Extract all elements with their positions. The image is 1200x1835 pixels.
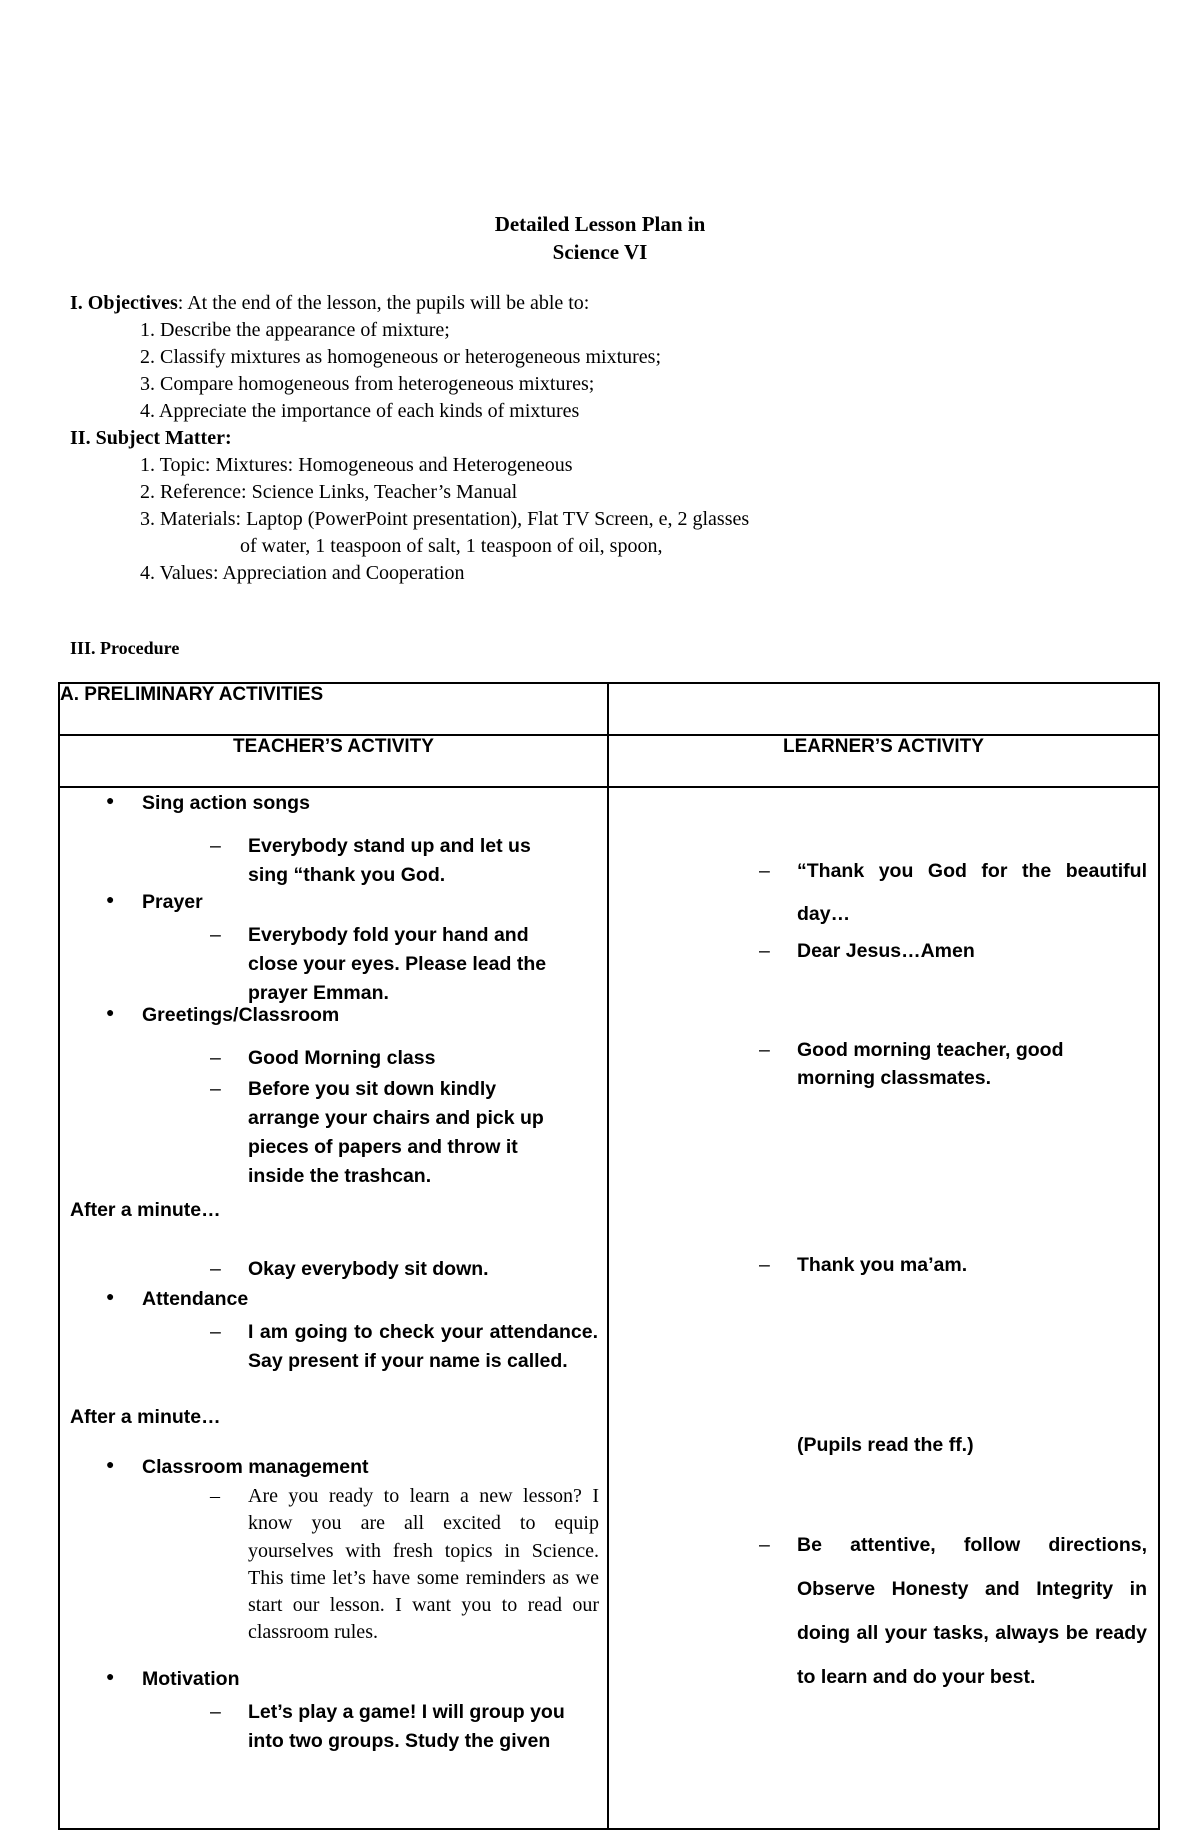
objectives-intro: : At the end of the lesson, the pupils will be able to: <box>177 292 590 314</box>
learner-read-note: (Pupils read the ff.) <box>797 1434 974 1456</box>
subject-item-values: 4. Values: Appreciation and Cooperation <box>140 562 465 584</box>
document-title-line2: Science VI <box>552 240 648 264</box>
objective-item: 2. Classify mixtures as homogeneous or heterogeneous mixtures; <box>140 346 662 368</box>
subject-matter-heading: II. Subject Matter: <box>70 427 232 449</box>
learner-activity-cell <box>608 787 1159 1829</box>
subject-item-materials: 3. Materials: Laptop (PowerPoint presentation), Flat TV Screen, e, 2 glasses <box>140 508 750 530</box>
subject-item-reference: 2. Reference: Science Links, Teacher’s Manual <box>140 481 518 503</box>
learner-prayer-response: – Dear Jesus…Amen <box>759 940 975 962</box>
classroom-management-instruction: – Are you ready to learn a new lesson? I know you are all excited to equip yourselves with fresh topics in Science. This time let’s have some reminders as we start our lesson. I want you to read our classroom rules. <box>210 1485 599 1644</box>
greetings-label: ● Greetings/Classroom <box>142 1004 339 1027</box>
arrange-chairs-instruction: – Before you sit down kindly arrange your chairs and pick up pieces of papers and throw it inside the trashcan. <box>210 1078 544 1187</box>
prayer-label: ● Prayer <box>142 891 203 914</box>
objective-item: 3. Compare homogeneous from heterogeneous mixtures; <box>140 373 595 395</box>
attendance-label: ● Attendance <box>142 1288 248 1311</box>
classroom-management-label: ● Classroom management <box>142 1456 369 1479</box>
procedure-table <box>58 682 1160 1830</box>
teacher-activity-header: TEACHER’S ACTIVITY <box>59 735 608 787</box>
section-title: A. PRELIMINARY ACTIVITIES <box>59 683 608 735</box>
greeting-instruction: – Good Morning class <box>210 1047 436 1069</box>
motivation-instruction: – Let’s play a game! I will group you into two groups. Study the given <box>210 1701 565 1752</box>
attendance-instruction: – I am going to check your attendance. Say present if your name is called. <box>210 1321 598 1372</box>
objective-item: 4. Appreciate the importance of each kinds of mixtures <box>140 400 580 422</box>
sing-instruction: – Everybody stand up and let us sing “thank you God. <box>210 835 531 886</box>
subject-item-topic: 1. Topic: Mixtures: Homogeneous and Heterogeneous <box>140 454 573 476</box>
learner-classroom-rules: – Be attentive, follow directions, Observe Honesty and Integrity in doing all your tasks, always be ready to learn and do your best. <box>759 1534 1147 1688</box>
table-row-section <box>59 683 1159 735</box>
motivation-label: ● Motivation <box>142 1668 240 1691</box>
objective-item: 1. Describe the appearance of mixture; <box>140 319 450 341</box>
subject-item-materials-cont: of water, 1 teaspoon of salt, 1 teaspoon of oil, spoon, <box>240 535 663 557</box>
procedure-heading: III. Procedure <box>70 638 180 658</box>
sing-action-songs-label: ● Sing action songs <box>142 792 310 815</box>
after-a-minute-note: After a minute… <box>70 1199 221 1221</box>
after-a-minute-note-2: After a minute… <box>70 1406 221 1428</box>
sit-down-instruction: – Okay everybody sit down. <box>210 1258 489 1280</box>
objectives-line <box>70 292 589 315</box>
learner-thanks-response: – Thank you ma’am. <box>759 1254 968 1276</box>
section-empty-cell <box>608 683 1159 735</box>
prayer-instruction: – Everybody fold your hand and close your eyes. Please lead the prayer Emman. <box>210 924 547 1004</box>
table-row-headers <box>59 735 1159 787</box>
table-row-activities <box>59 787 1159 1829</box>
learner-activity-header: LEARNER’S ACTIVITY <box>608 735 1159 787</box>
teacher-activity-cell <box>59 787 608 1829</box>
learner-greeting-response: – Good morning teacher, good morning classmates. <box>759 1039 1064 1089</box>
objectives-heading: I. Objectives <box>70 292 178 314</box>
learner-song-response: – “Thank you God for the beautiful day… <box>759 860 1147 925</box>
document-title-line1: Detailed Lesson Plan in <box>494 212 706 236</box>
